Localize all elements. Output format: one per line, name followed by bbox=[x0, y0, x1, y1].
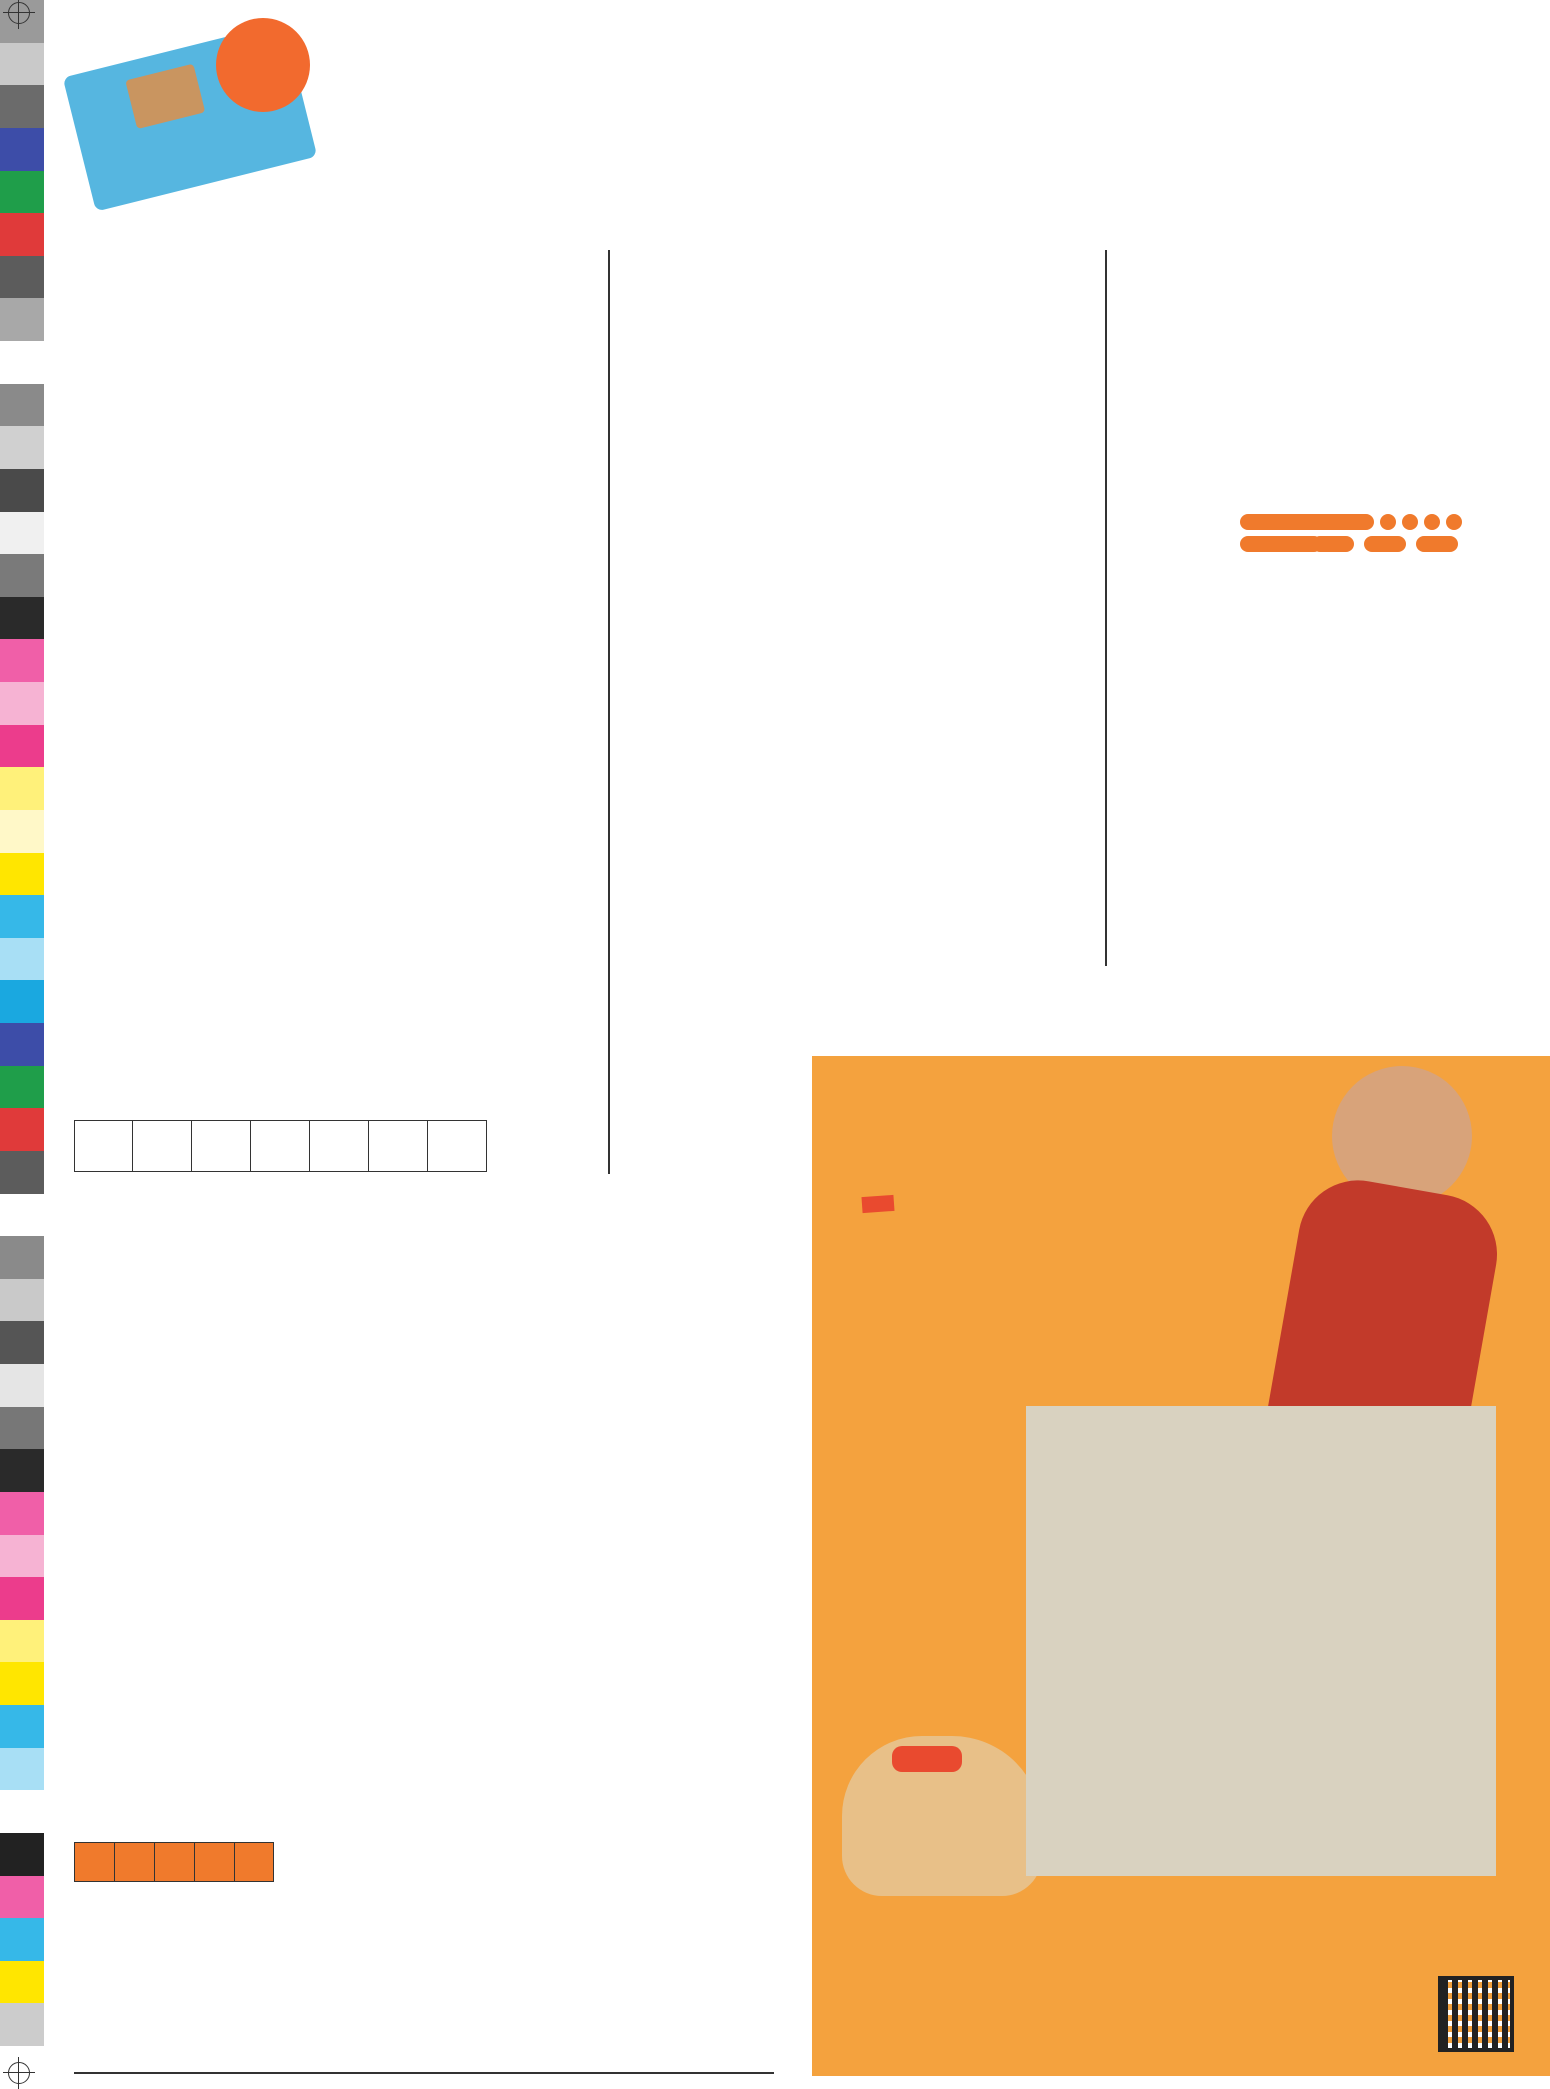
solution-box bbox=[192, 1120, 251, 1172]
mimigs-panel bbox=[812, 1056, 1550, 2076]
mimigs-subtitle bbox=[861, 1195, 894, 1213]
solution-box bbox=[234, 1842, 274, 1882]
qr-code-icon[interactable] bbox=[1438, 1976, 1514, 2052]
mimigs-main-grid bbox=[1026, 1406, 1496, 1876]
prize-count-badge bbox=[216, 18, 310, 112]
ship-icon bbox=[1380, 514, 1396, 530]
solution-box bbox=[428, 1120, 487, 1172]
ship-icon bbox=[1416, 536, 1458, 552]
gift-box-icon bbox=[125, 64, 205, 129]
solution-box bbox=[310, 1120, 369, 1172]
fleet-legend bbox=[1240, 514, 1470, 554]
registration-mark-icon bbox=[8, 2, 30, 24]
solution-box bbox=[194, 1842, 234, 1882]
solution-box bbox=[251, 1120, 310, 1172]
ship-icon bbox=[1402, 514, 1418, 530]
solution-box bbox=[114, 1842, 154, 1882]
ship-icon bbox=[1240, 536, 1322, 552]
ship-icon bbox=[1310, 514, 1374, 530]
ship-icon bbox=[1364, 536, 1406, 552]
column-divider bbox=[608, 250, 610, 1174]
solution-box bbox=[369, 1120, 428, 1172]
solution-box bbox=[74, 1842, 114, 1882]
solution-box bbox=[154, 1842, 194, 1882]
solution-box bbox=[74, 1120, 133, 1172]
ship-icon bbox=[1424, 514, 1440, 530]
ship-icon bbox=[1446, 514, 1462, 530]
ship-icon bbox=[1312, 536, 1354, 552]
dog-mask-icon bbox=[892, 1746, 962, 1772]
footer-rule bbox=[74, 2072, 774, 2074]
solution-box bbox=[133, 1120, 192, 1172]
color-registration-strip bbox=[0, 0, 44, 2089]
registration-mark-icon bbox=[8, 2062, 30, 2084]
paroli-solution-grid bbox=[74, 1842, 274, 1882]
column-divider bbox=[1105, 250, 1107, 966]
quiz-solution-grid bbox=[74, 1120, 487, 1172]
